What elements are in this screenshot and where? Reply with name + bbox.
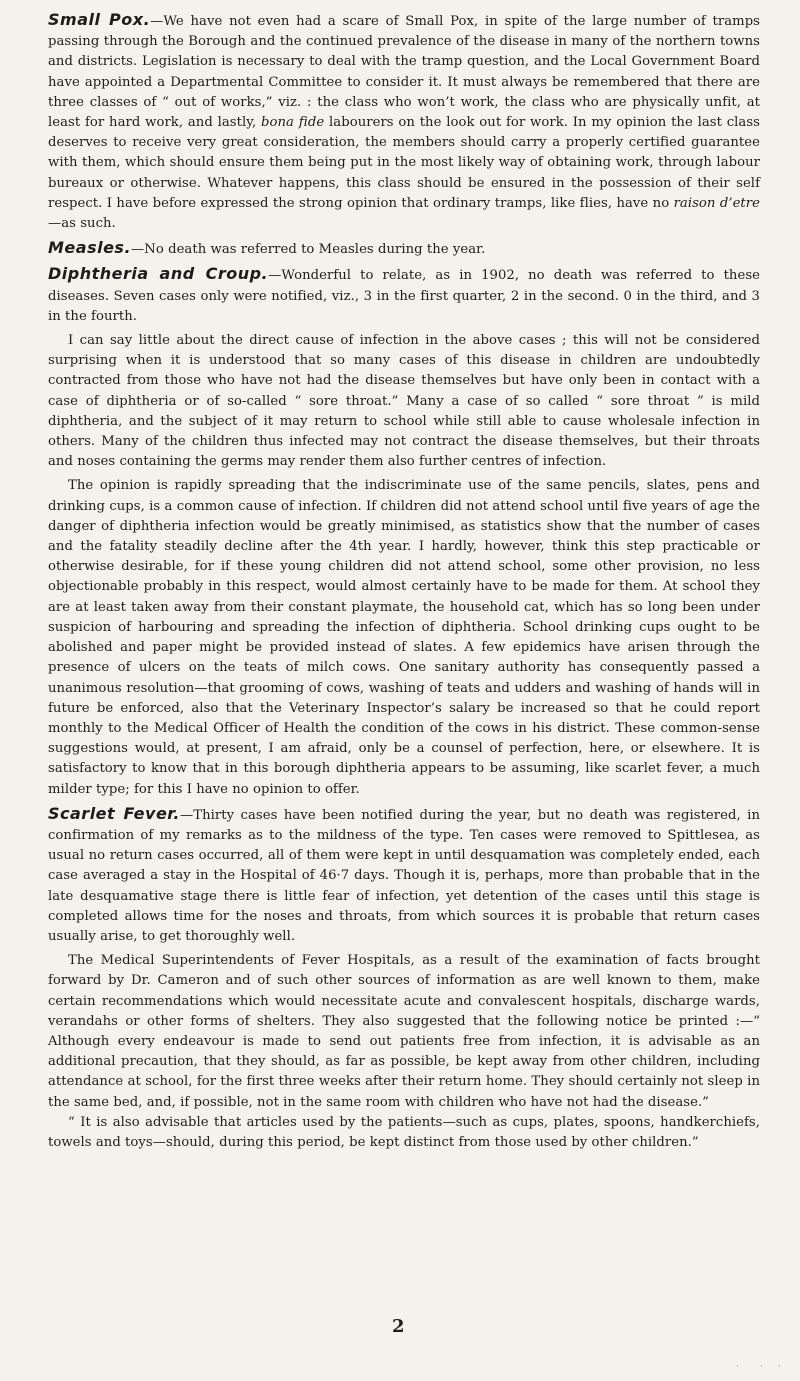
smallpox-bona-fide: bona fide: [260, 115, 325, 131]
measles-paragraph: [48, 238, 760, 260]
scarlet-fever-heading: Scarlet Fever.: [48, 803, 180, 823]
scan-speck-mark: ·: [778, 1362, 781, 1372]
smallpox-raison-detre: raison d’etre: [673, 195, 760, 211]
scan-speck-mark: ·: [760, 1362, 763, 1372]
scarlet-fever-paragraph-3: “ It is also advisable that articles used by the patients—such as cups, plates, spoons, handkerchiefs, towels and toys—should, during this period, be kept distinct from those used by other children.”: [48, 1114, 760, 1150]
page-number: 2: [392, 1316, 405, 1337]
diphtheria-paragraph-2: I can say little about the direct cause of infection in the above cases ; this will not be considered surprising when it is understood that so many cases of this disease in children are undoubtedly contracted from those who have not had the disease themselves but have only been in contact with a case of diphtheria or of so-called “ sore throat.” Many a case of so called “ sore throat ” is mild diphtheria, and the subject of it may return to school while still able to cause wholesale infection in others. Many of the children thus infected may not contract the disease themselves, but their throats and noses containing the germs may render them also further centres of infection.: [48, 333, 760, 470]
scarlet-fever-text: —Thirty cases have been notified during the year, but no death was registered, in confirmation of my remarks as to the mildness of the type. Ten cases were removed to Spittlesea, as usual no return cases occurred, all of them were kept in until desquamation was completely ended, each case averaged a stay in the Hospital of 46·7 days. Though it is, perhaps, more than probable that in the late desquamative stage there is little fear of infection, yet detention of the cases until this stage is completed allows time for the noses and throats, from which sources it is probable that return cases usually arise, to get thoroughly well.: [48, 807, 760, 944]
scarlet-fever-paragraph: [48, 804, 760, 947]
scarlet-fever-paragraph-2: The Medical Superintendents of Fever Hospitals, as a result of the examination of facts brought forward by Dr. Cameron and of such other sources of information as are well known to them, make certain recommendations which would necessitate acute and convalescent hospitals, discharge wards, verandahs or other forms of shelters. They also suggested that the following notice be printed :—“ Although every endeavour is made to send out patients free from infection, it is advisable as an additional precaution, that they should, as far as possible, be kept away from other children, including attendance at school, for the first three weeks after their return home. They should certainly not sleep in the same bed, and, if possible, not in the same room with children who have not had the disease.”: [48, 953, 760, 1110]
smallpox-text-part1: —We have not even had a scare of Small Pox, in spite of the large number of tramps passing through the Borough and the continued prevalence of the disease in many of the northern towns and districts. Legislation is necessary to deal with the tramp question, and the Local Government Board have appointed a Departmental Committee to consider it. It must always be remembered that there are three classes of “ out of works,” viz. : the class who won’t work, the class who are physically unfit, at least for hard work, and lastly,: [48, 14, 761, 131]
smallpox-text-part2: labourers on the look out for work. In my opinion the last class deserves to receive very great consideration, the members should carry a properly certified guarantee with them, which should ensure them being put in the most likely way of obtaining work, through labour bureaux or otherwise. Whatever happens, this class should be ensured in the possession of their self respect. I have before expressed the strong opinion that ordinary tramps, like flies, have no: [48, 115, 760, 211]
diphtheria-paragraph-3: The opinion is rapidly spreading that the indiscriminate use of the same pencils, slates, pens and drinking cups, is a common cause of infection. If children did not attend school until five years of age the danger of diphtheria infection would be greatly minimised, as statistics show that the number of cases and the fatality steadily decline after the 4th year. I hardly, however, think this step practicable or otherwise desirable, for if these young children did not attend school, some other provision, no less objectionable probably in this respect, would almost certainly have to be made for them. At school they are at least taken away from their constant playmate, the household cat, which has so long been under suspicion of harbouring and spreading the infection of diphtheria. School drinking cups ought to be abolished and paper might be provided instead of slates. A few epidemics have arisen through the presence of ulcers on the teats of milch cows. One sanitary authority has consequently passed a unanimous resolution—that grooming of cows, washing of teats and udders and washing of hands will in future be enforced, also that the Veterinary Inspector’s salary be increased so that he could report monthly to the Medical Officer of Health the condition of the cows in his district. These common-sense suggestions would, at present, I am afraid, only be a counsel of perfection, here, or elsewhere. It is satisfactory to know that in this borough diphtheria appears to be assuming, like scarlet fever, a much milder type; for this I have no opinion to offer.: [48, 478, 760, 797]
diphtheria-paragraph: [48, 264, 760, 327]
measles-heading: Measles.: [48, 238, 132, 258]
smallpox-text-part3: —as such.: [48, 216, 116, 232]
diphtheria-heading: Diphtheria and Croup.: [48, 264, 269, 284]
smallpox-paragraph: [48, 10, 760, 234]
smallpox-heading: Small Pox.: [48, 10, 151, 29]
diphtheria-text: —Wonderful to relate, as in 1902, no death was referred to these diseases. Seven cases only were notified, viz., 3 in the first quarter, 2 in the second. 0 in the third, and 3 in the fourth.: [48, 268, 761, 324]
measles-text: —No death was referred to Measles during the year.: [131, 242, 486, 258]
scan-speck-mark: ·: [736, 1362, 739, 1372]
